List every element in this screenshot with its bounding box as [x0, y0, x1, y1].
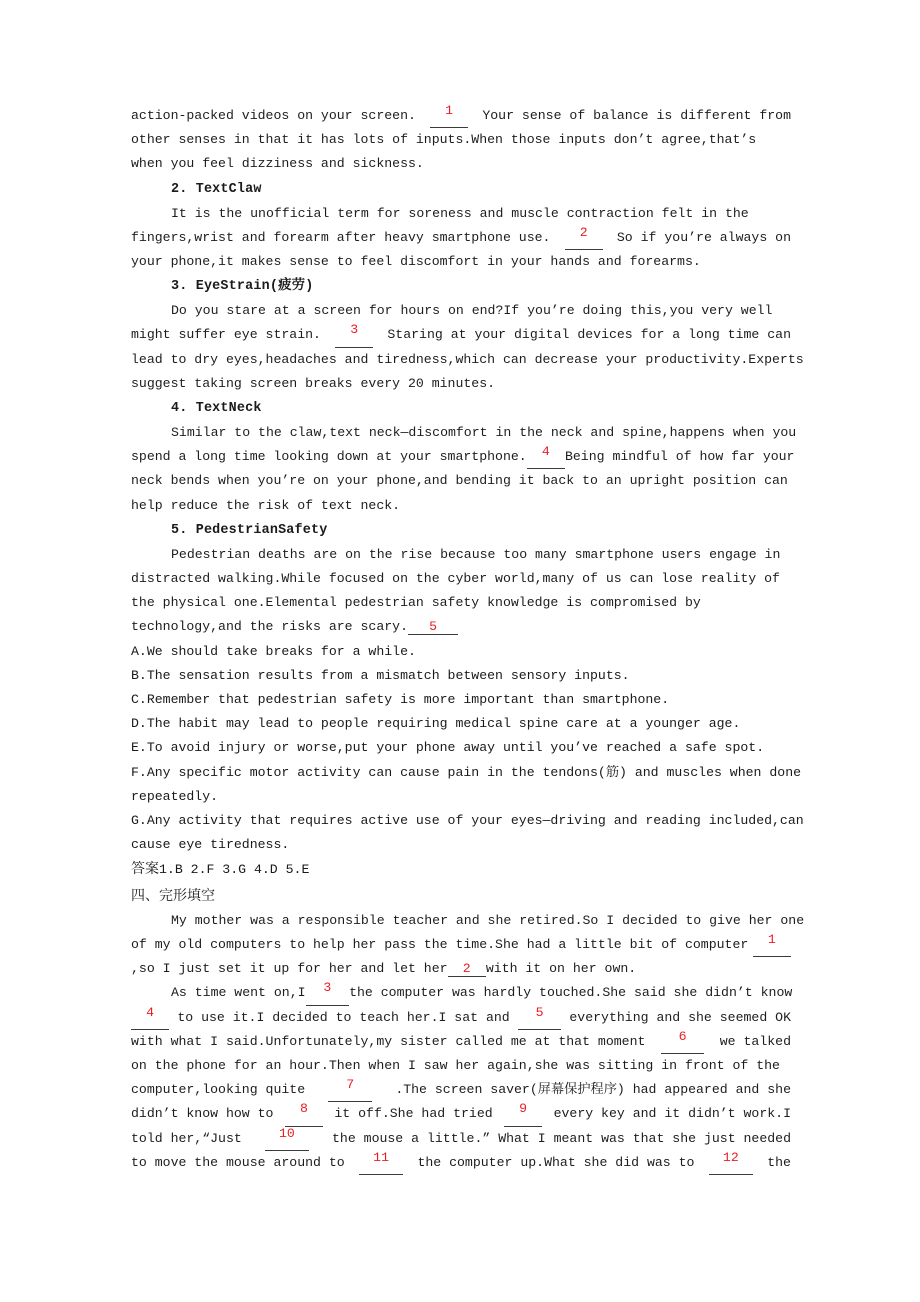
text-run: the computer was hardly touched.She said she didn’t know	[349, 985, 793, 1001]
text-run: the computer up.What she did was to	[417, 1154, 695, 1170]
text-run: everything and she seemed OK	[569, 1009, 791, 1025]
text-run: it off.She had tried	[334, 1106, 493, 1122]
text-run: ,so I just set it up for her and let her	[131, 961, 448, 977]
text-run: might suffer eye strain.	[131, 327, 321, 343]
cloze-blank-4[interactable]: 4	[131, 1006, 169, 1030]
text-run: with it on her own.	[485, 961, 637, 977]
option-item[interactable]: F.Any specific motor activity can cause pain in the tendons(筋) and muscles when done	[131, 764, 802, 780]
answer-key-line	[131, 857, 791, 882]
cloze-blank-11[interactable]: 11	[359, 1151, 403, 1175]
text-run: the	[767, 1154, 791, 1170]
body-line	[131, 1151, 791, 1175]
text-run: Staring at your digital devices for a long time can	[387, 327, 791, 343]
body-line	[131, 1127, 791, 1151]
body-line	[131, 444, 795, 469]
text-run: of my old computers to help her pass the time.She had a little bit of computer	[131, 936, 749, 952]
body-line: Similar to the claw,text neck—discomfort in the neck and spine,happens when you	[171, 425, 797, 441]
option-item[interactable]: B.The sensation results from a mismatch between sensory inputs.	[131, 667, 630, 683]
cloze-blank-12[interactable]: 12	[709, 1151, 753, 1175]
text-run: As time went on,I	[171, 985, 306, 1001]
body-line	[131, 226, 791, 250]
cloze-blank-1[interactable]: 1	[753, 933, 791, 957]
cloze-section-heading: 四、完形填空	[131, 887, 215, 904]
option-item-continuation: cause eye tiredness.	[131, 837, 290, 853]
text-run: the mouse a little.” What I meant was that she just needed	[332, 1130, 791, 1146]
body-line	[131, 981, 791, 1005]
body-line: when you feel dizziness and sickness.	[131, 156, 424, 172]
option-item[interactable]: E.To avoid injury or worse,put your phone away until you’ve reached a safe spot.	[131, 740, 765, 756]
answer-blank-5[interactable]: 5	[408, 620, 458, 635]
body-line: lead to dry eyes,headaches and tiredness,which can decrease your productivity.Experts	[131, 351, 804, 367]
body-line: Do you stare at a screen for hours on end?If you’re doing this,you very well	[171, 303, 773, 319]
body-line	[131, 1030, 791, 1054]
body-line	[131, 104, 791, 128]
text-run: told her,“Just	[131, 1130, 242, 1146]
answer-blank-4[interactable]: 4	[527, 445, 565, 469]
option-item[interactable]: G.Any activity that requires active use of your eyes—driving and reading included,can	[131, 813, 804, 829]
cloze-blank-2[interactable]: 2	[448, 962, 486, 977]
text-run: So if you’re always on	[616, 229, 791, 245]
answer-label: 答案	[131, 861, 159, 878]
text-run: Being mindful of how far your	[564, 449, 795, 465]
body-line: your phone,it makes sense to feel discomfort in your hands and forearms.	[131, 254, 701, 270]
body-line	[131, 1006, 791, 1030]
body-line: My mother was a responsible teacher and she retired.So I decided to give her one	[171, 912, 805, 928]
section-heading-eyestrain: 3. EyeStrain(疲劳)	[171, 279, 314, 295]
cloze-blank-8[interactable]: 8	[285, 1102, 323, 1126]
body-line: neck bends when you’re on your phone,and bending it back to an upright position can	[131, 473, 788, 489]
body-line	[131, 957, 791, 981]
answer-blank-2[interactable]: 2	[565, 226, 603, 250]
cloze-blank-7[interactable]: 7	[328, 1078, 372, 1102]
option-item[interactable]: D.The habit may lead to people requiring medical spine care at a younger age.	[131, 716, 741, 732]
text-run: computer,looking quite	[131, 1082, 306, 1098]
text-run: every key and it didn’t work.I	[553, 1106, 791, 1122]
section-heading-textclaw: 2. TextClaw	[171, 181, 262, 197]
text-run: spend a long time looking down at your smartphone.	[131, 449, 527, 465]
cloze-blank-6[interactable]: 6	[661, 1030, 705, 1054]
text-run: to use it.I decided to teach her.I sat and	[177, 1009, 510, 1025]
body-line	[131, 323, 791, 347]
body-line	[131, 933, 791, 957]
body-line: It is the unofficial term for soreness and muscle contraction felt in the	[171, 205, 749, 221]
text-run: with what I said.Unfortunately,my sister called me at that moment	[131, 1033, 646, 1049]
text-run: .The screen saver(屏幕保护程序) had appeared and she	[395, 1082, 791, 1098]
body-line	[131, 615, 791, 639]
body-line: other senses in that it has lots of inputs.When those inputs don’t agree,that’s	[131, 132, 757, 148]
body-line: the physical one.Elemental pedestrian safety knowledge is compromised by	[131, 595, 701, 611]
body-line: suggest taking screen breaks every 20 minutes.	[131, 375, 496, 391]
text-run: we talked	[719, 1033, 791, 1049]
option-item-continuation: repeatedly.	[131, 788, 219, 804]
option-item[interactable]: A.We should take breaks for a while.	[131, 643, 416, 659]
cloze-blank-10[interactable]: 10	[265, 1127, 309, 1151]
cloze-blank-9[interactable]: 9	[504, 1102, 542, 1126]
text-run: action-packed videos on your screen.	[131, 108, 416, 123]
text-run: fingers,wrist and forearm after heavy smartphone use.	[131, 229, 551, 245]
body-line: on the phone for an hour.Then when I saw her again,she was sitting in front of the	[131, 1057, 780, 1073]
section-heading-pedestriansafety: 5. PedestrianSafety	[171, 522, 328, 538]
answer-blank-1[interactable]: 1	[430, 104, 468, 128]
text-run: Your sense of balance is different from	[482, 108, 791, 123]
text-run: didn’t know how to	[131, 1106, 274, 1122]
cloze-blank-3[interactable]: 3	[306, 981, 350, 1005]
document-page	[131, 103, 805, 1175]
option-item[interactable]: C.Remember that pedestrian safety is more important than smartphone.	[131, 692, 670, 708]
text-run: to move the mouse around to	[131, 1154, 345, 1170]
text-run: technology,and the risks are scary.	[131, 619, 408, 635]
answer-blank-3[interactable]: 3	[335, 323, 373, 347]
cloze-blank-5[interactable]: 5	[518, 1006, 562, 1030]
body-line	[131, 1078, 791, 1102]
body-line: distracted walking.While focused on the cyber world,many of us can lose reality of	[131, 571, 780, 587]
body-line: Pedestrian deaths are on the rise because too many smartphone users engage in	[171, 546, 781, 562]
body-line	[131, 1102, 791, 1126]
section-heading-textneck: 4. TextNeck	[171, 401, 262, 417]
body-line: help reduce the risk of text neck.	[131, 497, 401, 513]
answer-values: 1.B 2.F 3.G 4.D 5.E	[159, 862, 310, 878]
